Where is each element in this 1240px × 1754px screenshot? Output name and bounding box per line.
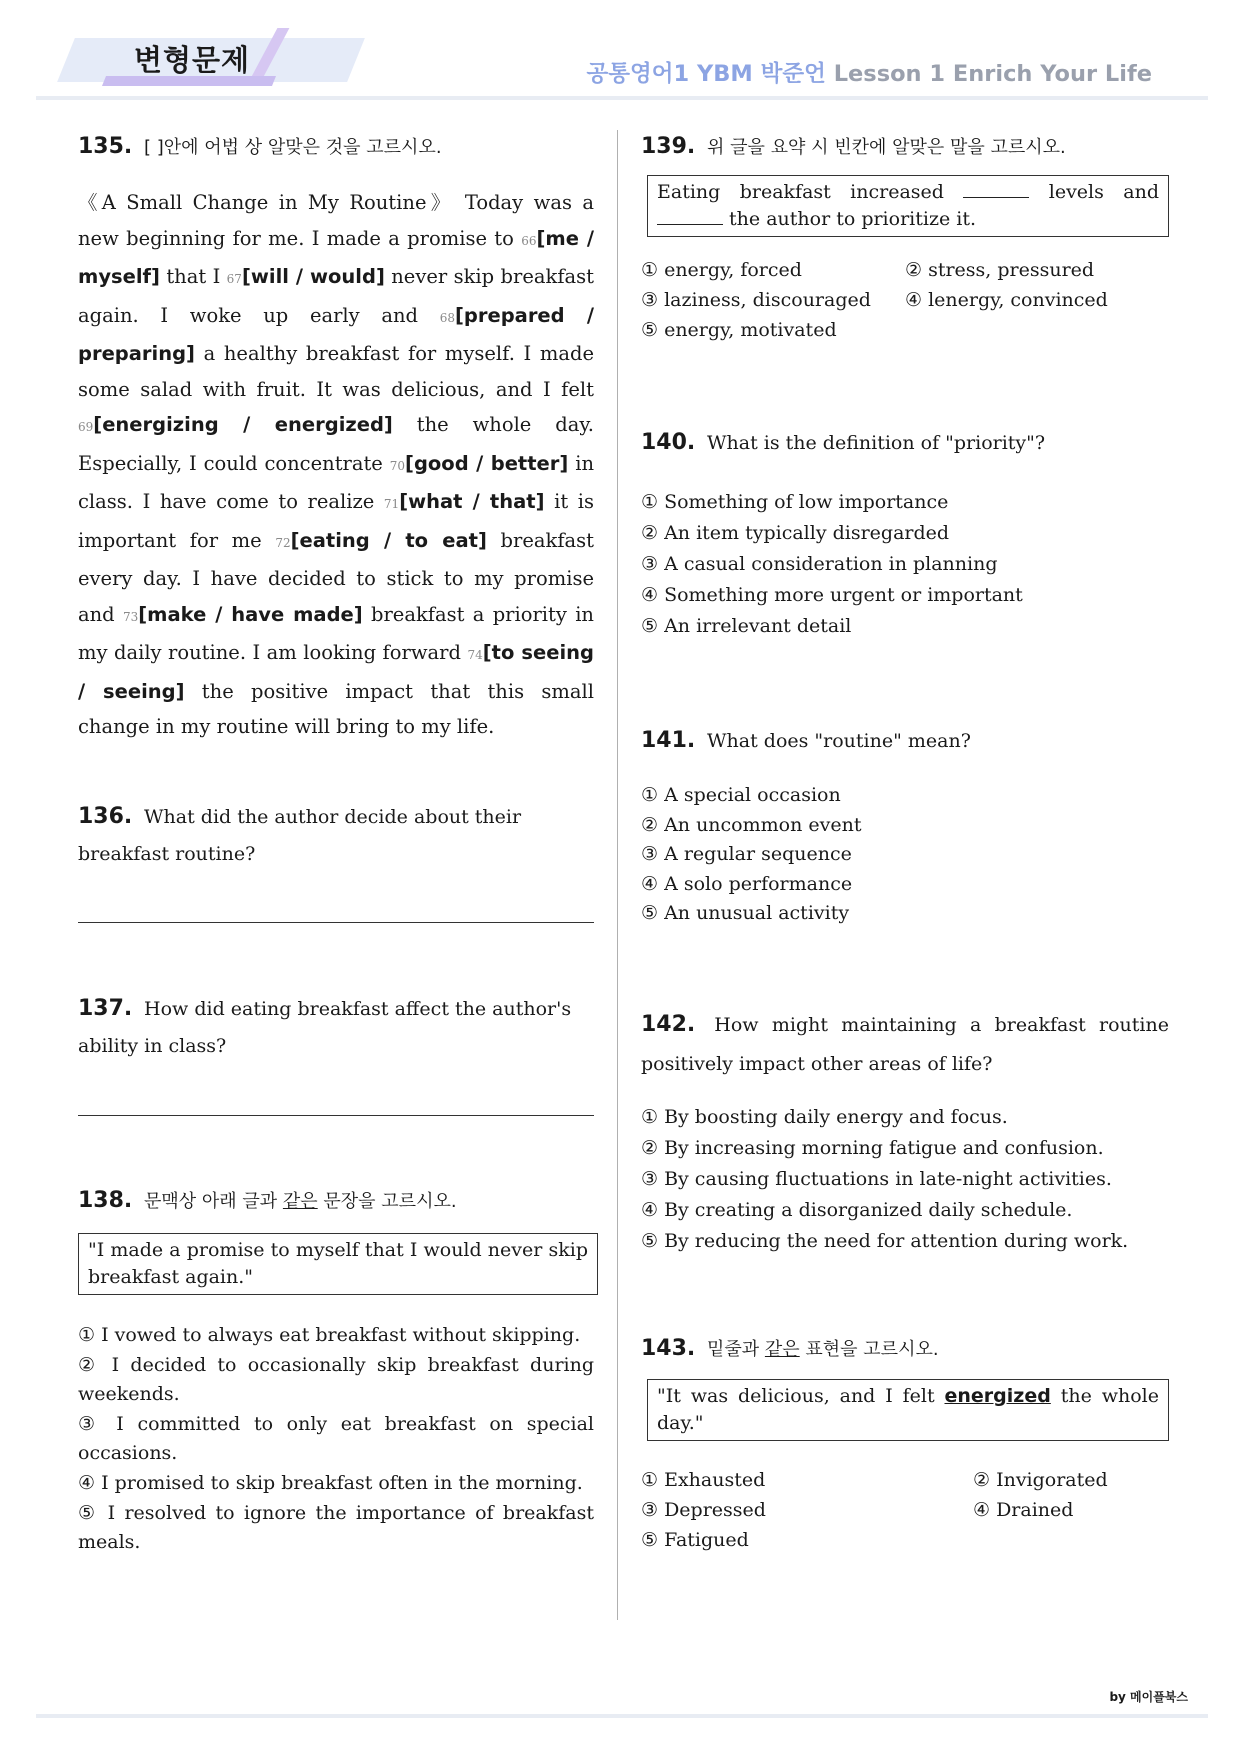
question-prompt: What is the definition of "priority"? xyxy=(707,432,1046,454)
question-number: 138. xyxy=(78,1188,133,1213)
course-title-lesson: Lesson 1 Enrich Your Life xyxy=(833,61,1152,87)
passage-text: 《A Small Change in My Routine》 Today was a new beginning for me. I made a promise to xyxy=(78,191,594,250)
summary-box xyxy=(647,175,1169,237)
option-3[interactable]: ③ A regular sequence xyxy=(641,843,852,866)
choice-68: [prepared / preparing] xyxy=(78,303,594,365)
question-number: 139. xyxy=(641,134,696,159)
section-badge: 변형문제 xyxy=(134,43,251,77)
answer-options xyxy=(641,1465,1169,1555)
prompt-text: 표현을 고르시오. xyxy=(799,1339,939,1360)
passage-text: it is important for me xyxy=(78,490,594,552)
passage-text: a healthy breakfast for myself. I made some salad with fruit. It was delicious, and I felt xyxy=(78,342,594,401)
question-139-header xyxy=(641,132,1169,163)
choice-70: [good / better] xyxy=(405,451,569,475)
question-141 xyxy=(641,726,1169,929)
marker-73: 73 xyxy=(122,609,139,624)
option-1[interactable]: ① Something of low importance xyxy=(641,491,949,513)
option-5[interactable]: ⑤ energy, motivated xyxy=(641,319,837,341)
marker-70: 70 xyxy=(389,458,406,473)
question-prompt: What did the author decide about their breakfast routine? xyxy=(78,806,522,865)
question-prompt xyxy=(707,1339,939,1360)
option-2[interactable]: ② By increasing morning fatigue and confusion. xyxy=(641,1137,1104,1159)
underlined-keyword: energized xyxy=(944,1385,1051,1407)
question-number: 141. xyxy=(641,728,696,753)
marker-71: 71 xyxy=(383,497,400,511)
answer-options xyxy=(641,487,1169,642)
passage-text: breakfast a priority in my daily routine. I am looking forward xyxy=(78,602,594,664)
question-135-header xyxy=(78,132,594,163)
footer-rule xyxy=(36,1714,1208,1718)
marker-66: 66 xyxy=(521,233,537,248)
option-2[interactable]: ② I decided to occasionally skip breakfast during weekends. xyxy=(78,1353,594,1406)
blank-a[interactable] xyxy=(963,179,1029,198)
quoted-sentence-box: "I made a promise to myself that I would never skip breakfast again." xyxy=(78,1233,598,1295)
marker-68: 68 xyxy=(439,310,455,325)
question-138 xyxy=(78,1186,594,1558)
option-3[interactable]: ③ laziness, discouraged xyxy=(641,289,871,311)
prompt-text: 문맥상 아래 글과 xyxy=(144,1191,283,1212)
question-prompt: How did eating breakfast affect the author's ability in class? xyxy=(78,998,572,1057)
passage-text: that I xyxy=(159,265,227,288)
header-rule xyxy=(36,96,1208,100)
passage-text: never skip breakfast again. I woke up early and xyxy=(78,265,595,327)
page-header xyxy=(0,0,1240,110)
question-number: 137. xyxy=(78,996,133,1021)
option-4[interactable]: ④ I promised to skip breakfast often in the morning. xyxy=(78,1471,583,1494)
quote-text: "It was delicious, and I felt xyxy=(657,1385,945,1407)
prompt-underlined: 같은 xyxy=(282,1191,318,1212)
summary-line-1 xyxy=(657,179,1159,206)
choice-69: [energizing / energized] xyxy=(93,413,393,436)
option-3[interactable]: ③ A casual consideration in planning xyxy=(641,553,998,575)
option-2[interactable]: ② stress, pressured xyxy=(905,259,1095,281)
option-4[interactable]: ④ Something more urgent or important xyxy=(641,584,1023,606)
question-142-header xyxy=(641,1006,1169,1084)
option-5[interactable]: ⑤ An unusual activity xyxy=(641,902,850,925)
choice-67: [will / would] xyxy=(241,265,385,288)
option-4[interactable]: ④ By creating a disorganized daily schedule. xyxy=(641,1199,1073,1221)
passage-text: breakfast every day. I have decided to stick to my promise and xyxy=(78,528,595,626)
option-2[interactable]: ② An item typically disregarded xyxy=(641,522,950,544)
option-2[interactable]: ② Invigorated xyxy=(973,1469,1108,1491)
question-prompt xyxy=(144,1191,457,1212)
question-143-header xyxy=(641,1334,1169,1365)
question-prompt: What does "routine" mean? xyxy=(707,730,971,752)
passage-text: in class. I have come to realize xyxy=(78,451,595,513)
passage-text: the positive impact that this small change in my routine will bring to my life. xyxy=(78,679,594,738)
question-140-header xyxy=(641,428,1169,459)
marker-67: 67 xyxy=(226,272,242,286)
question-number: 136. xyxy=(78,804,133,829)
option-1[interactable]: ① A special occasion xyxy=(641,784,841,806)
footer-credit: by 메이플북스 xyxy=(1109,1690,1188,1704)
summary-text: Eating breakfast increased xyxy=(657,181,944,203)
quote-text: the whole day." xyxy=(657,1385,1159,1434)
question-prompt: [ ]안에 어법 상 알맞은 것을 고르시오. xyxy=(144,137,442,158)
question-prompt: How might maintaining a breakfast routine positively impact other areas of life? xyxy=(641,1014,1169,1075)
question-prompt: 위 글을 요약 시 빈칸에 알맞은 말을 고르시오. xyxy=(707,137,1066,158)
option-4[interactable]: ④ lenergy, convinced xyxy=(905,289,1108,311)
question-number: 140. xyxy=(641,430,696,455)
choice-66: [me / myself] xyxy=(78,226,594,288)
choice-74: [to seeing / seeing] xyxy=(78,641,594,703)
prompt-text: 밑줄과 xyxy=(707,1339,765,1360)
summary-text: levels and xyxy=(1048,181,1159,203)
question-136 xyxy=(78,798,594,873)
question-140 xyxy=(641,428,1169,642)
option-2[interactable]: ② An uncommon event xyxy=(641,813,862,836)
question-number: 142. xyxy=(641,1012,696,1037)
option-3[interactable]: ③ Depressed xyxy=(641,1499,766,1521)
quoted-sentence-box xyxy=(647,1379,1169,1441)
answer-line-136[interactable] xyxy=(78,922,594,923)
question-141-header xyxy=(641,726,1169,757)
answer-options xyxy=(641,1102,1169,1257)
question-136-header xyxy=(78,798,594,873)
question-number: 143. xyxy=(641,1336,696,1361)
answer-options xyxy=(641,255,1169,345)
option-1[interactable]: ① energy, forced xyxy=(641,259,802,281)
marker-69: 69 xyxy=(78,420,94,434)
prompt-underlined: 같은 xyxy=(764,1339,800,1360)
passage-text: the whole day. Especially, I could concentrate xyxy=(78,413,594,475)
choice-73: [make / have made] xyxy=(138,602,363,626)
course-title xyxy=(587,56,1152,88)
column-divider xyxy=(617,130,618,1620)
option-3[interactable]: ③ By causing fluctuations in late-night activities. xyxy=(641,1168,1112,1190)
question-number: 135. xyxy=(78,134,133,159)
marker-72: 72 xyxy=(275,535,291,550)
question-137-header xyxy=(78,990,594,1065)
option-4[interactable]: ④ A solo performance xyxy=(641,872,853,895)
option-5[interactable]: ⑤ An irrelevant detail xyxy=(641,615,852,637)
option-5[interactable]: ⑤ I resolved to ignore the importance of breakfast meals. xyxy=(78,1501,594,1554)
answer-options xyxy=(641,781,1169,929)
option-1[interactable]: ① I vowed to always eat breakfast without skipping. xyxy=(78,1324,581,1346)
question-139 xyxy=(641,132,1169,345)
option-4[interactable]: ④ Drained xyxy=(973,1499,1074,1521)
choice-71: [what / that] xyxy=(399,490,545,513)
summary-line-2 xyxy=(657,206,1159,233)
answer-line-137[interactable] xyxy=(78,1115,594,1116)
question-137 xyxy=(78,990,594,1065)
course-title-korean: 공통영어1 YBM 박준언 xyxy=(586,61,826,87)
prompt-text: 문장을 고르시오. xyxy=(317,1191,457,1212)
option-3[interactable]: ③ I committed to only eat breakfast on special occasions. xyxy=(78,1412,594,1465)
question-138-header xyxy=(78,1186,594,1217)
answer-options xyxy=(78,1321,594,1558)
option-1[interactable]: ① By boosting daily energy and focus. xyxy=(641,1106,1008,1128)
question-142 xyxy=(641,1006,1169,1257)
summary-text: the author to prioritize it. xyxy=(729,208,976,230)
question-135 xyxy=(78,132,594,745)
option-1[interactable]: ① Exhausted xyxy=(641,1469,766,1491)
option-5[interactable]: ⑤ By reducing the need for attention during work. xyxy=(641,1230,1129,1252)
question-143 xyxy=(641,1334,1169,1555)
choice-72: [eating / to eat] xyxy=(290,528,487,552)
reading-passage xyxy=(78,185,594,745)
marker-74: 74 xyxy=(467,648,483,662)
blank-b[interactable] xyxy=(657,206,723,225)
option-5[interactable]: ⑤ Fatigued xyxy=(641,1529,749,1551)
